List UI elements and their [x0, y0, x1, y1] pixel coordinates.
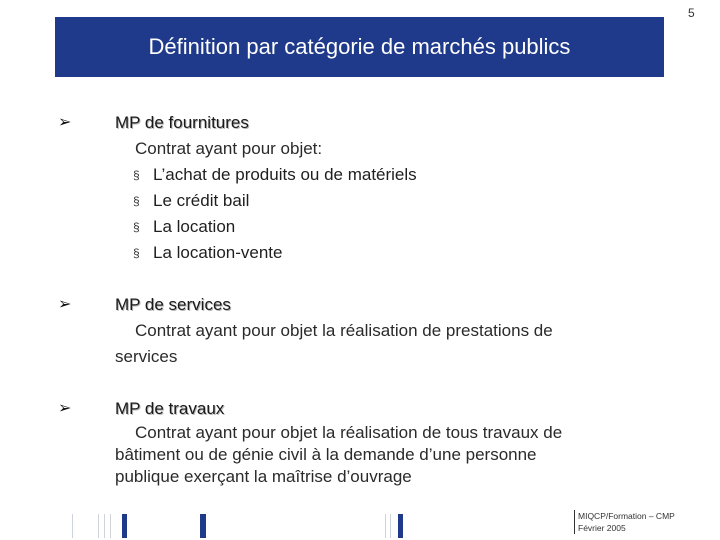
slide-title: Définition par catégorie de marchés publics [148, 34, 571, 59]
square-bullet-icon: § [133, 194, 140, 208]
arrow-bullet-icon: ➢ [58, 296, 72, 313]
footer-rule [574, 510, 575, 534]
square-bullet-icon: § [133, 220, 140, 234]
bullet-list [115, 162, 675, 266]
list-item-text: Le crédit bail [153, 191, 250, 210]
section-description-line: Contrat ayant pour objet la réalisation de tous travaux de [135, 423, 563, 442]
list-item-text: La location-vente [153, 243, 283, 262]
square-bullet-icon: § [133, 168, 140, 182]
list-item-text: L’achat de produits ou de matériels [153, 165, 417, 184]
list-item [115, 188, 675, 214]
section-heading: MP de travaux [115, 399, 225, 418]
page-number: 5 [688, 6, 695, 20]
list-item-text: La location [153, 217, 236, 236]
list-item [115, 162, 675, 188]
section-heading: MP de services [115, 295, 231, 314]
footer-text [578, 510, 675, 534]
list-item [115, 214, 675, 240]
title-bar [55, 17, 664, 77]
list-item [115, 240, 675, 266]
section-description-line: bâtiment ou de génie civil à la demande d’une personne [115, 445, 537, 464]
section-description-line: Contrat ayant pour objet la réalisation de prestations de [135, 321, 553, 340]
square-bullet-icon: § [133, 246, 140, 260]
footer-line: Février 2005 [578, 523, 626, 533]
arrow-bullet-icon: ➢ [58, 114, 72, 131]
arrow-bullet-icon: ➢ [58, 400, 72, 417]
section-lead: Contrat ayant pour objet: [135, 139, 323, 158]
section-description-line: publique exerçant la maîtrise d’ouvrage [115, 467, 412, 486]
section-description-line: services [115, 347, 178, 366]
section-heading: MP de fournitures [115, 113, 249, 132]
footer-line: MIQCP/Formation – CMP [578, 511, 675, 521]
